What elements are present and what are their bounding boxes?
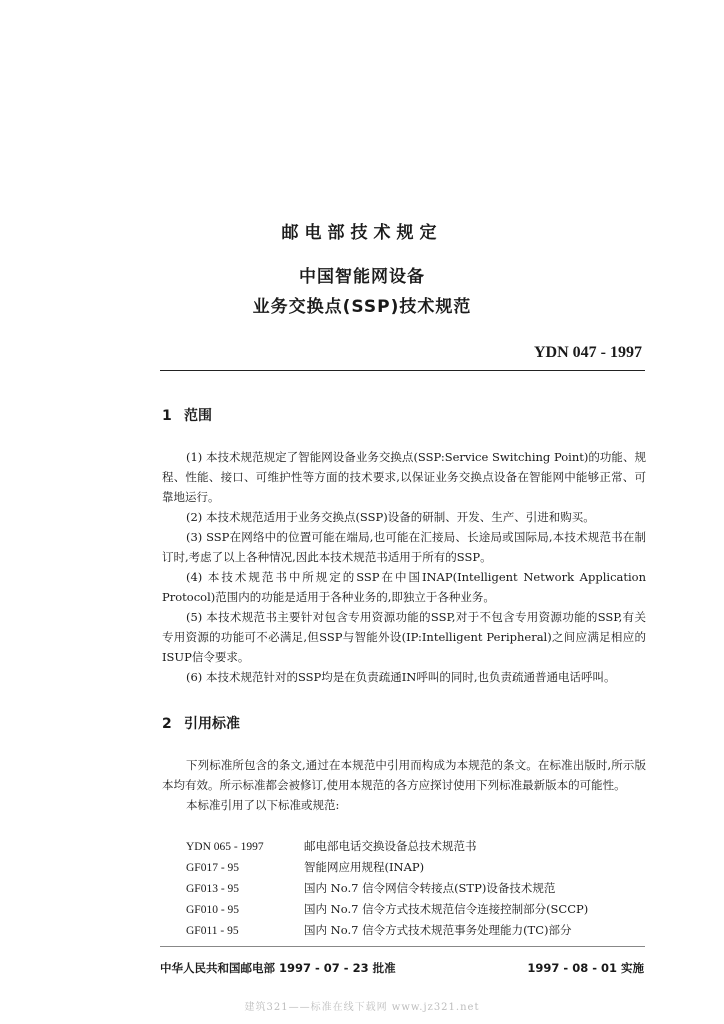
paragraph: (6) 本技术规范针对的SSP均是在负责疏通IN呼叫的同时,也负责疏通普通电话呼叫。 [186, 670, 616, 684]
reference-row [186, 878, 646, 898]
reference-code: GF011 - 95 [186, 925, 239, 937]
approval-date: 中华人民共和国邮电部 1997 - 07 - 23 批准 [160, 961, 396, 975]
section-2-number: 2 [162, 716, 172, 732]
paragraph: (1) 本技术规范规定了智能网设备业务交换点(SSP:Service Switching Point)的功能、规程、性能、接口、可维护性等方面的技术要求,以保证业务交换点设备在智能网中能够正常、可靠地运行。 [162, 450, 646, 504]
paragraph: 下列标准所包含的条文,通过在本规范中引用而构成为本规范的条文。在标准出版时,所示版本均有效。所示标准都会被修订,使用本规范的各方应探讨使用下列标准最新版本的可能性。 [162, 758, 646, 792]
paragraph: (3) SSP在网络中的位置可能在端局,也可能在汇接局、长途局或国际局,本技术规范书在制订时,考虑了以上各种情况,因此本技术规范书适用于所有的SSP。 [162, 530, 646, 564]
document-title-line1: 中国智能网设备 [299, 267, 425, 287]
section-2-title: 引用标准 [184, 716, 240, 732]
section-1-heading [162, 405, 212, 425]
reference-code: GF010 - 95 [186, 904, 240, 916]
reference-code: GF017 - 95 [186, 862, 240, 874]
section-1-number: 1 [162, 408, 172, 424]
reference-name: 国内 No.7 信令方式技术规范事务处理能力(TC)部分 [304, 923, 572, 937]
issuing-authority: 邮电部技术规定 [281, 223, 443, 243]
reference-name: 邮电部电话交换设备总技术规范书 [304, 839, 477, 853]
reference-row [186, 857, 646, 877]
reference-row [186, 899, 646, 919]
section-1-body [162, 447, 646, 687]
reference-row [186, 836, 646, 856]
header-divider [160, 370, 645, 371]
paragraph: (4) 本技术规范书中所规定的SSP在中国INAP(Intelligent Network Application Protocol)范围内的功能是适用于各种业务的,即独立于各种业务。 [162, 570, 646, 604]
watermark: 建筑321——标准在线下载网 www.jz321.net [244, 1002, 480, 1013]
reference-code: GF013 - 95 [186, 883, 240, 895]
section-2-body [162, 755, 646, 815]
standard-number: YDN 047 - 1997 [534, 344, 642, 361]
footer-divider [160, 946, 645, 947]
section-2-heading [162, 713, 240, 733]
reference-code: YDN 065 - 1997 [186, 841, 264, 853]
paragraph: (2) 本技术规范适用于业务交换点(SSP)设备的研制、开发、生产、引进和购买。 [186, 510, 595, 524]
section-1-title: 范围 [184, 408, 212, 424]
reference-list-intro: 本标准引用了以下标准或规范: [186, 798, 340, 812]
reference-name: 国内 No.7 信令网信令转接点(STP)设备技术规范 [304, 881, 556, 895]
effective-date: 1997 - 08 - 01 实施 [527, 961, 644, 975]
reference-name: 智能网应用规程(INAP) [304, 860, 425, 874]
document-title-line2: 业务交换点(SSP)技术规范 [252, 297, 472, 317]
paragraph: (5) 本技术规范书主要针对包含专用资源功能的SSP,对于不包含专用资源功能的SSP,有关专用资源的功能可不必满足,但SSP与智能外设(IP:Intelligent Peripheral)之间应满足相应的ISUP信令要求。 [162, 610, 646, 664]
reference-name: 国内 No.7 信令方式技术规范信令连接控制部分(SCCP) [304, 902, 589, 916]
reference-row [186, 920, 646, 940]
